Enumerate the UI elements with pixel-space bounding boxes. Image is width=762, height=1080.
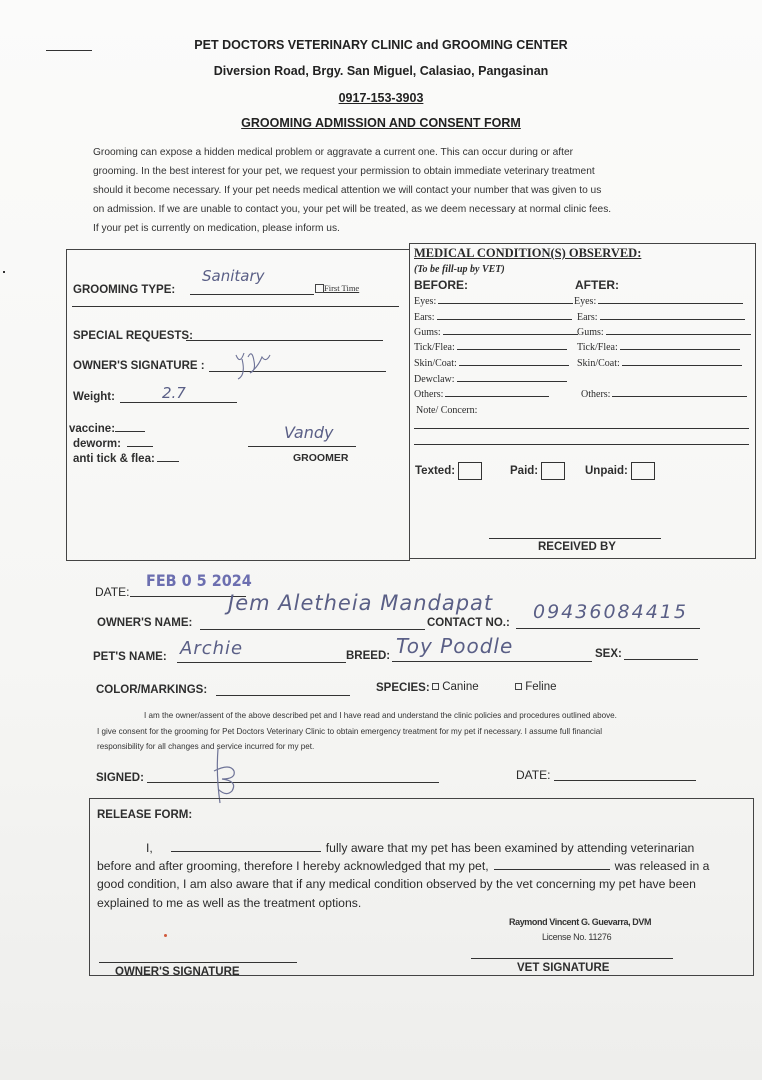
date-label: DATE: [95,585,130,599]
vaccine-field[interactable] [115,431,145,432]
medical-subtitle: (To be fill-up by VET) [414,264,505,275]
groomer-value: Vandy [284,423,334,442]
breed-field[interactable] [392,661,592,662]
release-line-1 [146,841,694,855]
color-field[interactable] [216,695,350,696]
release-pet-field[interactable] [494,869,610,870]
breed-value: Toy Poodle [396,634,514,658]
release-name-field[interactable] [171,851,321,852]
special-requests-field[interactable] [186,340,383,341]
after-field-label: Eyes: [574,296,597,307]
owner-name-value: Jem Aletheia Mandapat [228,591,494,615]
vaccine-label [69,423,145,435]
canine-label: Canine [442,681,479,693]
weight-label: Weight: [73,391,115,403]
edge-mark [3,271,5,273]
vet-name: Raymond Vincent G. Guevarra, DVM [509,917,652,927]
before-field-row [414,327,578,338]
feline-option[interactable] [515,681,557,693]
unpaid-label: Unpaid: [585,465,628,478]
grooming-type-field[interactable] [190,294,314,295]
before-label: BEFORE: [414,278,468,292]
consent-text-3: responsibility for all changes and service incurred for my pet. [97,742,315,751]
grooming-type-extra-line[interactable] [72,306,399,307]
after-label: AFTER: [575,278,619,292]
before-field-input[interactable] [443,334,578,335]
feline-label: Feline [525,681,557,693]
before-field-label: Eyes: [414,296,437,307]
feline-checkbox[interactable] [515,683,522,690]
note-label: Note/ Concern: [416,405,478,416]
intro-line: on admission. If we are unable to contact you, your pet will be treated, as we deem necessary at normal clinic fees. [93,204,612,215]
release-i: I, [146,841,153,855]
after-field-label: Others: [581,389,611,400]
date-stamp: FEB 0 5 2024 [146,571,252,590]
before-field-row [414,296,573,307]
color-label: COLOR/MARKINGS: [96,684,208,696]
intro-line: grooming. In the best interest for your pet, we request your permission to obtain immediate veterinary treatment [93,166,595,177]
before-field-label: Gums: [414,327,441,338]
unpaid-checkbox[interactable] [631,462,655,480]
after-field-label: Ears: [577,312,598,323]
before-field-input[interactable] [438,303,573,304]
owner-signature-label: OWNER'S SIGNATURE : [73,360,205,372]
deworm-label [73,438,153,450]
medical-title: MEDICAL CONDITION(S) OBSERVED: [414,246,642,260]
pet-name-label: PET'S NAME: [93,651,167,663]
clinic-address: Diversion Road, Brgy. San Miguel, Calasiao, Pangasinan [213,64,549,78]
owner-sig-field[interactable] [99,962,297,963]
special-requests-label: SPECIAL REQUESTS: [73,330,193,342]
release-line-3: good condition, I am also aware that if any medical condition observed by the vet concerning my pet have been [97,877,696,891]
grooming-type-label: GROOMING TYPE: [73,284,176,296]
before-field-input[interactable] [459,365,569,366]
intro-line: Grooming can expose a hidden medical problem or aggravate a current one. This can occur during or after [93,147,574,158]
breed-label: BREED: [346,650,391,662]
before-field-input[interactable] [457,381,567,382]
before-field-row [414,358,569,369]
vet-sig-field[interactable] [471,958,673,959]
first-time-label: First Time [324,283,360,293]
before-field-label: Ears: [414,312,435,323]
groomer-label: GROOMER [293,452,349,464]
before-field-label: Tick/Flea: [414,342,455,353]
unpaid-option[interactable] [585,462,655,480]
after-field-label: Gums: [577,327,604,338]
species-label: SPECIES: [376,682,430,694]
before-field-input[interactable] [457,349,567,350]
paid-option[interactable] [510,462,565,480]
vet-sig-label: VET SIGNATURE [517,962,610,974]
consent-date-field[interactable] [554,780,696,781]
signed-field[interactable] [147,782,439,783]
weight-value: 2.7 [162,384,186,402]
sex-field[interactable] [624,659,698,660]
after-field-input[interactable] [620,349,740,350]
received-by-field[interactable] [489,538,661,539]
texted-option[interactable] [415,462,482,480]
groomer-field[interactable] [248,446,356,447]
after-field-input[interactable] [612,396,747,397]
deworm-field[interactable] [127,446,153,447]
release-line-2 [97,859,709,873]
before-field-row [414,389,549,400]
texted-label: Texted: [415,465,456,478]
before-field-label: Others: [414,389,444,400]
before-field-row [414,374,567,385]
consent-date-label: DATE: [516,768,551,782]
owner-signature-scribble [232,345,282,381]
release-title: RELEASE FORM: [97,809,193,821]
after-field-row [577,327,751,338]
received-by-label: RECEIVED BY [538,541,616,553]
antitick-label [73,453,179,465]
paid-checkbox[interactable] [541,462,565,480]
signed-scribble [200,745,244,805]
before-field-label: Skin/Coat: [414,358,457,369]
canine-checkbox[interactable] [432,683,439,690]
weight-field[interactable] [120,402,237,403]
form-title: GROOMING ADMISSION AND CONSENT FORM [241,116,521,130]
grooming-type-value: Sanitary [202,267,265,285]
intro-paragraph [93,143,705,238]
signed-label: SIGNED: [96,772,144,784]
antitick-field[interactable] [157,461,179,462]
deworm-text: deworm: [73,438,121,450]
release-line-2-text: before and after grooming, therefore I hereby acknowledged that my pet, [97,859,489,873]
owner-sig-label: OWNER'S SIGNATURE [115,966,240,978]
after-field-input[interactable] [622,365,742,366]
vaccine-text: vaccine: [69,423,116,435]
ink-dot [164,934,167,937]
before-field-input[interactable] [437,319,572,320]
before-field-label: Dewclaw: [414,374,455,385]
after-field-input[interactable] [606,334,751,335]
intro-line: should it become necessary. If your pet needs medical attention we will contact your number that was given to us [93,185,602,196]
clinic-phone: 0917-153-3903 [338,91,424,105]
after-field-input[interactable] [598,303,743,304]
after-field-label: Tick/Flea: [577,342,618,353]
first-time-box[interactable] [315,284,324,293]
release-line-2-end: was released in a [614,859,710,873]
after-field-label: Skin/Coat: [577,358,620,369]
contact-field[interactable] [516,628,700,629]
canine-option[interactable] [432,681,479,693]
consent-text-2: I give consent for the grooming for Pet Doctors Veterinary Clinic to obtain emergency treatment for my pet if necessary. I assume full financial [97,727,603,736]
pet-name-value: Archie [180,638,244,659]
before-field-row [414,312,572,323]
after-field-row [574,296,743,307]
after-field-row [577,312,745,323]
consent-text-1: I am the owner/assent of the above described pet and I have read and understand the clinic policies and procedures outlined above. [144,711,617,720]
note-line-1[interactable] [414,428,749,429]
clinic-name: PET DOCTORS VETERINARY CLINIC and GROOMING CENTER [194,38,568,52]
first-time-checkbox[interactable] [315,283,359,293]
release-line-1-text: fully aware that my pet has been examined by attending veterinarian [325,841,695,855]
note-line-2[interactable] [414,444,749,445]
vet-license: License No. 11276 [542,932,612,942]
pet-name-field[interactable] [177,662,346,663]
antitick-text: anti tick & flea: [73,453,155,465]
after-field-row [581,389,747,400]
sex-label: SEX: [595,648,622,660]
release-line-4: explained to me as well as the treatment options. [97,896,362,910]
after-field-row [577,342,740,353]
before-field-row [414,342,567,353]
contact-label: CONTACT NO.: [427,617,510,629]
owner-name-label: OWNER'S NAME: [97,617,193,629]
before-field-input[interactable] [445,396,549,397]
owner-name-field[interactable] [200,629,425,630]
after-field-input[interactable] [600,319,745,320]
after-field-row [577,358,742,369]
paid-label: Paid: [510,465,539,478]
texted-checkbox[interactable] [458,462,482,480]
intro-line: If your pet is currently on medication, please inform us. [93,223,340,234]
contact-value: 09436084415 [533,601,688,623]
